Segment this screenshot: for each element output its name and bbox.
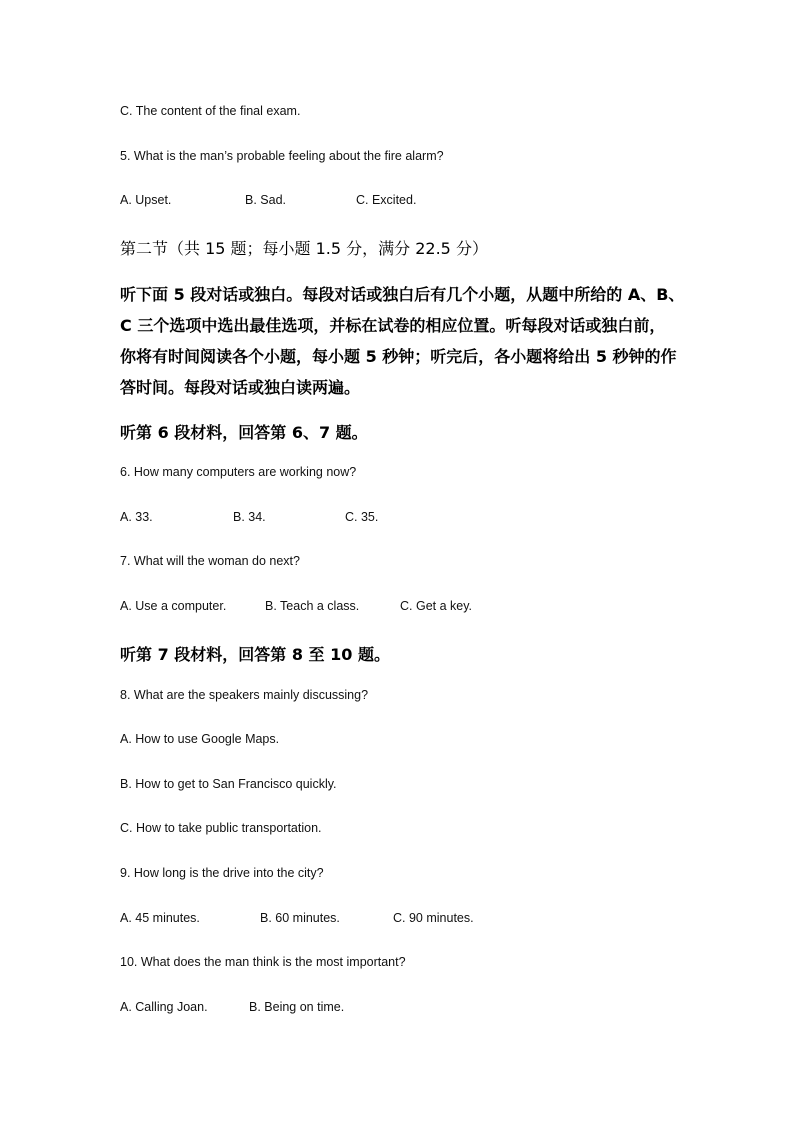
- q10-options: [120, 1000, 720, 1018]
- q5-question: 5. What is the man’s probable feeling about the fire alarm?: [120, 149, 444, 163]
- q4-option-c: C. The content of the final exam.: [120, 104, 301, 118]
- q7-option-c: C. Get a key.: [400, 599, 473, 613]
- q9-options: [120, 911, 720, 929]
- q9-question: 9. How long is the drive into the city?: [120, 866, 324, 880]
- q8-question: 8. What are the speakers mainly discussing?: [120, 688, 369, 702]
- q9-option-c: C. 90 minutes.: [393, 911, 474, 925]
- q7-option-b: B. Teach a class.: [265, 599, 360, 613]
- q7-question: 7. What will the woman do next?: [120, 554, 300, 568]
- section-2-title: 第二节（共 15 题；每小题 1.5 分，满分 22.5 分）: [120, 239, 488, 258]
- instructions-line-1: 听下面 5 段对话或独白。每段对话或独白后有几个小题，从题中所给的 A、B、: [120, 285, 685, 304]
- q5-option-c: C. Excited.: [356, 193, 417, 207]
- q6-option-a: A. 33.: [120, 510, 153, 524]
- instructions-line-2: C 三个选项中选出最佳选项，并标在试卷的相应位置。听每段对话或独白前，: [120, 316, 666, 335]
- q6-option-c: C. 35.: [345, 510, 379, 524]
- q9-option-a: A. 45 minutes.: [120, 911, 200, 925]
- q6-options: [120, 510, 720, 528]
- q6-question: 6. How many computers are working now?: [120, 465, 357, 479]
- q10-option-a: A. Calling Joan.: [120, 1000, 208, 1014]
- q5-options: [120, 193, 720, 211]
- q8-option-a: A. How to use Google Maps.: [120, 732, 280, 746]
- q5-option-a: A. Upset.: [120, 193, 172, 207]
- q8-option-c: C. How to take public transportation.: [120, 821, 322, 835]
- q9-option-b: B. 60 minutes.: [260, 911, 340, 925]
- instructions-line-3: 你将有时间阅读各个小题，每小题 5 秒钟；听完后，各小题将给出 5 秒钟的作: [120, 347, 677, 366]
- q10-option-b: B. Being on time.: [249, 1000, 345, 1014]
- q7-option-a: A. Use a computer.: [120, 599, 227, 613]
- passage-6-heading: 听第 6 段材料，回答第 6、7 题。: [120, 423, 368, 442]
- q10-question: 10. What does the man think is the most important?: [120, 955, 406, 969]
- passage-7-heading: 听第 7 段材料，回答第 8 至 10 题。: [120, 645, 390, 664]
- q5-option-b: B. Sad.: [245, 193, 286, 207]
- q7-options: [120, 599, 720, 617]
- instructions-line-4: 答时间。每段对话或独白读两遍。: [120, 378, 361, 397]
- q6-option-b: B. 34.: [233, 510, 266, 524]
- q8-option-b: B. How to get to San Francisco quickly.: [120, 777, 337, 791]
